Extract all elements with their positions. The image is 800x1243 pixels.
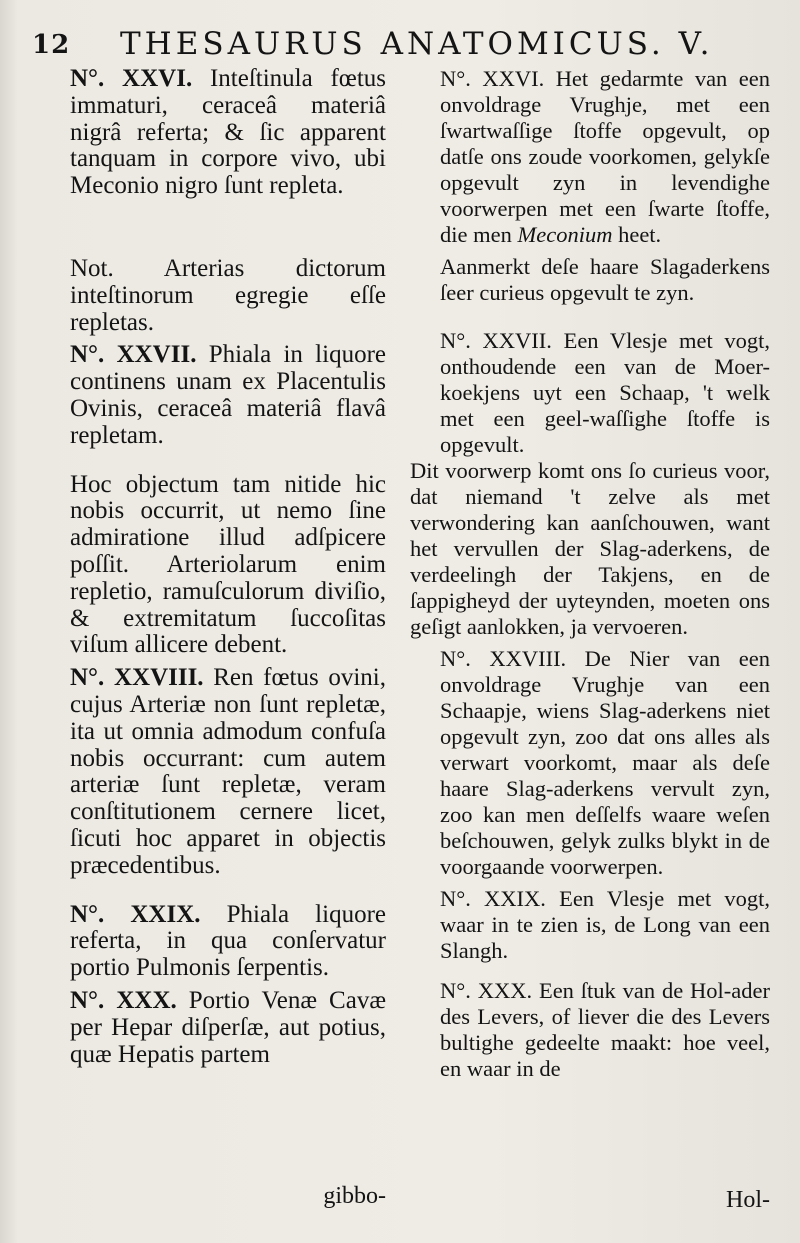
catchword: Hol- [726, 1187, 770, 1213]
entry-text: Portio Venæ Cavæ per Hepar diſperſæ, aut potius, quæ Hepatis partem [70, 986, 387, 1068]
entry-number: N°. XXVII. [440, 328, 552, 353]
entry-text: Een Vlesje met vogt, waar in te zien is, de Long van een Slangh. [440, 886, 770, 963]
entry-number: N°. XXVI. [440, 66, 545, 91]
entry-number: N°. XXVIII. [70, 664, 204, 692]
entry-number: N°. XXIX. [440, 886, 546, 911]
entry-text: Phiala liquore referta, in qua conſervatur portio Pulmonis ſerpentis. [70, 900, 386, 982]
dutch-entry-29 [410, 886, 770, 964]
latin-entry-28 [40, 665, 386, 879]
page-header [32, 26, 770, 66]
entry-text: Het gedarmte van een onvoldrage Vrughje, met een ſwartwaſſige ſtoffe opgevult, op datſe ons zoude voorkomen, gelykſe opgevult zyn in levendighe voorwerpen met een ſwarte ſtoffe, die men [440, 66, 770, 247]
dutch-entry-30 [410, 978, 770, 1082]
dutch-entry-27 [410, 328, 770, 458]
entry-text: De Nier van een onvoldrage Vrughje van een Schaapje, wiens Slag-aderkens niet opgevult zyn, zoo dat ons alles als verwart voorkomt, maar als deſe haare Slag-aderkens vervult zyn, zoo kan men deſſelfs waare weſen beſchouwen, gelyk zulks blykt in de voorgaande voorwerpen. [440, 646, 770, 879]
dutch-note-26: Aanmerkt deſe haare Slagaderkens ſeer curieus opgevult te zyn. [440, 254, 770, 305]
entry-number: N°. XXVI. [70, 65, 193, 92]
latin-entry-30 [40, 988, 386, 1068]
dutch-entry-26 [410, 66, 770, 248]
running-title: THESAURUS ANATOMICUS. V. [120, 26, 714, 62]
latin-column [40, 66, 386, 1223]
entry-text: Ren fœtus ovini, cujus Arteriæ non ſunt repletæ, ita ut omnia admodum confuſa nobis occurrant: cum autem arteriæ ſunt repletæ, veram conſtitutionem cernere licet, ſicuti hoc apparet in objectis præcedentibus. [70, 664, 386, 879]
dutch-note-27: Dit voorwerp komt ons ſo curieus voor, dat niemand 't zelve als met verwondering kan aanſchouwen, want het vervullen der Slag-aderkens, de verdeelingh der Takjens, en de ſappigheyd der uyteynden, moeten ons geſigt aanlokken, ja vervoeren. [410, 458, 770, 639]
catchword: gibbo- [323, 1183, 386, 1209]
latin-note-26: Not. Arterias dictorum inteſtinorum egregie eſſe repletas. [70, 254, 386, 336]
page-number: 12 [32, 30, 71, 60]
entry-number: N°. XXIX. [70, 900, 201, 928]
entry-text: Een ſtuk van de Hol-ader des Levers, of liever die des Levers bultighe gedeelte maakt: hoe veel, en waar in de [440, 978, 771, 1081]
entry-term: Meconium [517, 222, 613, 247]
entry-number: N°. XXVII. [70, 341, 197, 369]
latin-entry-27 [40, 342, 386, 449]
entry-text: Phiala in liquore continens unam ex Placentulis Ovinis, ceraceâ materiâ flavâ repletam. [70, 341, 386, 449]
dutch-column [410, 66, 770, 1223]
latin-note-27: Hoc objectum tam nitide hic nobis occurrit, ut nemo ſine admiratione illud adſpicere poſſit. Arteriolarum enim repletio, ramuſculorum diviſio, & extremitatum ſuccoſitas viſum allicere debent. [70, 470, 386, 659]
entry-text: Inteſtinula fœtus immaturi, ceraceâ materiâ nigrâ referta; & ſic apparent tanquam in corpore vivo, ubi Meconio nigro ſunt repleta. [70, 65, 386, 200]
entry-number: N°. XXVIII. [440, 646, 567, 671]
entry-text: Een Vlesje met vogt, onthoudende een van de Moer-koekjens uyt een Schaap, 't welk met een geel-waſſighe ſtoffe is opgevult. [440, 328, 771, 457]
latin-entry-26 [40, 66, 386, 200]
latin-entry-29 [40, 902, 386, 982]
entry-text-end: heet. [618, 222, 662, 247]
entry-number: N°. XXX. [440, 978, 533, 1003]
entry-number: N°. XXX. [70, 986, 177, 1014]
dutch-entry-28 [410, 646, 770, 880]
